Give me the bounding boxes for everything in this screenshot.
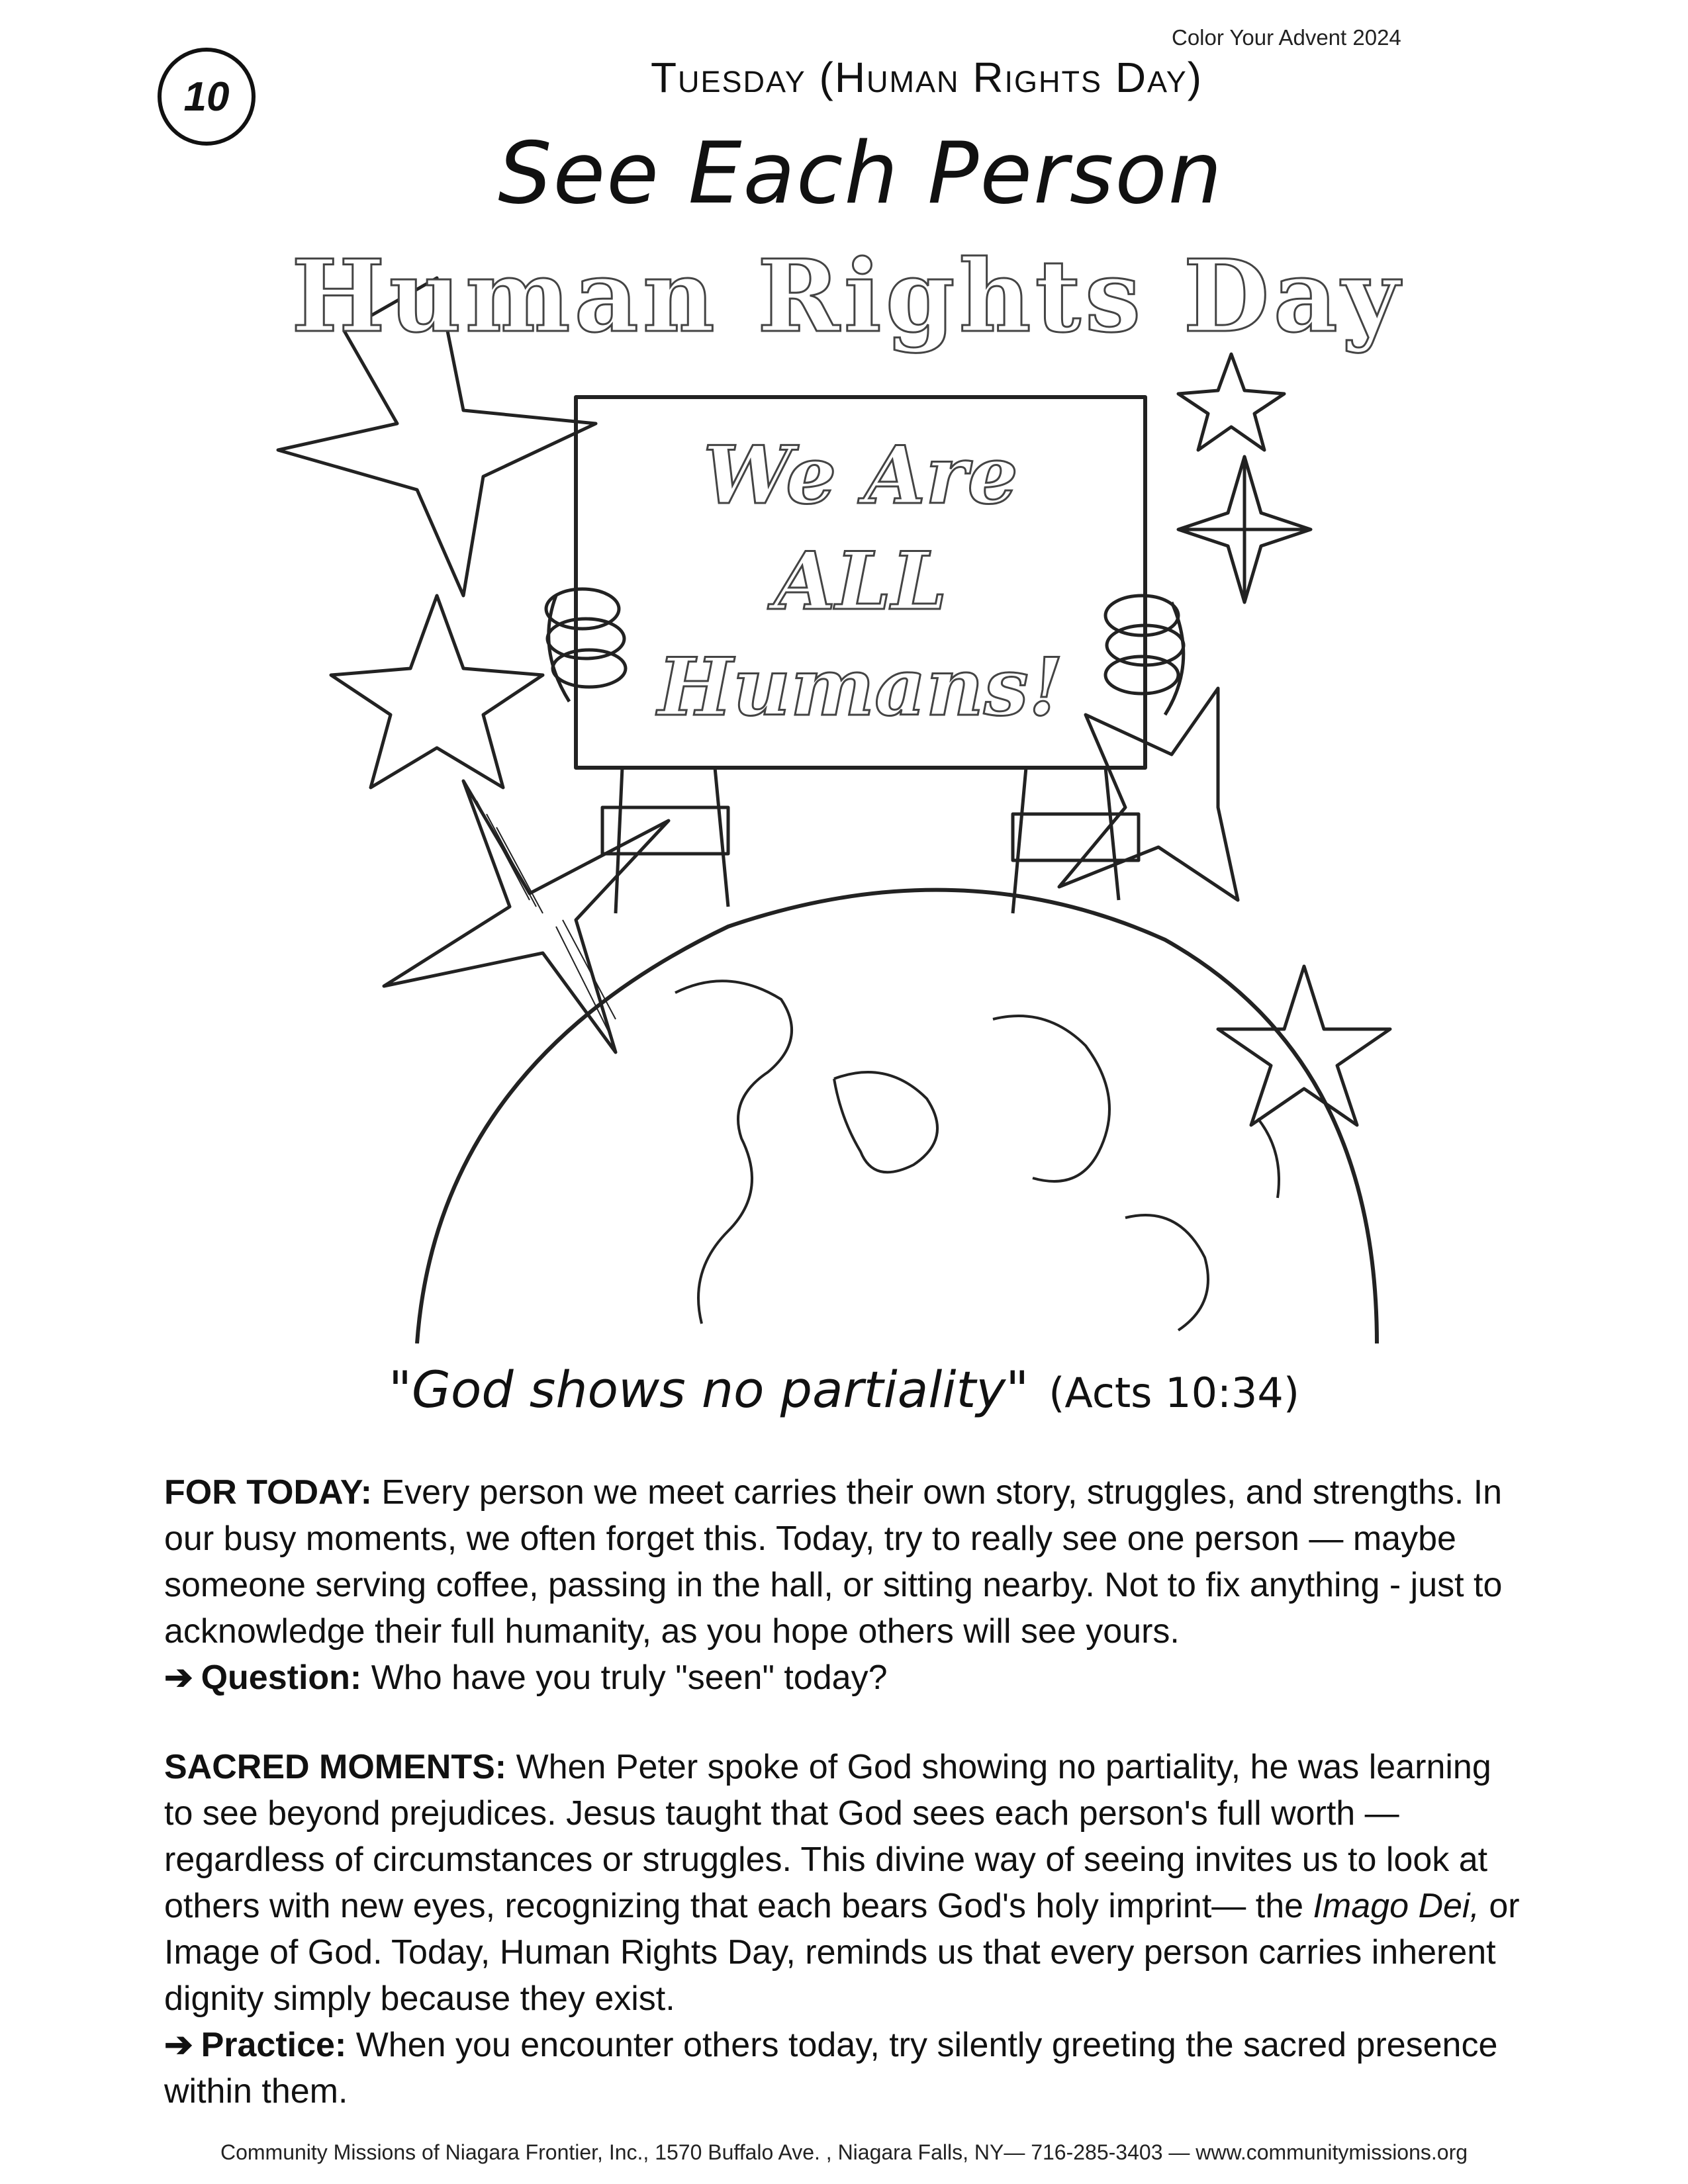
scripture-quote — [199, 1360, 1489, 1419]
right-cuff — [1013, 814, 1139, 860]
star-outline-icon — [331, 596, 543, 788]
practice-text: When you encounter others today, try silently greeting the sacred presence within them. — [164, 2026, 1498, 2111]
footer-contact: Community Missions of Niagara Frontier, Inc., 1570 Buffalo Ave. , Niagara Falls, NY— 716-285-3403 — www.communitymissions.org — [220, 2140, 1468, 2164]
globe-continents — [675, 981, 1279, 1330]
sacred-moments-text-1: When Peter spoke of God showing no partiality, he was learning to see beyond prejudices. Jesus taught that God sees each person's full worth — regardless of circumstances or struggles. This divine way of seeing invites us to look at others with new eyes, recognizing that each bears God's holy imprint— the — [164, 1748, 1491, 1925]
for-today-text: Every person we meet carries their own story, struggles, and strengths. In our busy moments, we often forget this. Today, try to really see one person — maybe someone serving coffee, passing in the hall, or sitting nearby. Not to fix anything - just to acknowledge their full humanity, as you hope others will see yours. — [164, 1473, 1503, 1651]
question-label: Question: — [201, 1659, 362, 1697]
for-today-label: FOR TODAY: — [164, 1473, 372, 1512]
star-outline-icon — [1218, 966, 1390, 1125]
star-outline-icon — [1059, 688, 1238, 900]
sacred-moments-label: SACRED MOMENTS: — [164, 1748, 507, 1786]
page-title: See Each Person — [498, 124, 1223, 223]
sign-line-1: We Are — [703, 429, 1018, 522]
left-hand-icon — [546, 589, 626, 702]
for-today-paragraph — [164, 1469, 1528, 1655]
series-label: Color Your Advent 2024 — [1172, 25, 1401, 50]
globe-icon — [417, 890, 1377, 1343]
for-today-section — [164, 1469, 1528, 1701]
arrow-right-icon: ➔ — [164, 1659, 193, 1697]
question-line — [164, 1655, 1528, 1701]
practice-line — [164, 2022, 1528, 2115]
sign-line-2: ALL — [774, 535, 947, 628]
right-leg — [1013, 768, 1119, 913]
question-text: Who have you truly "seen" today? — [371, 1659, 888, 1697]
day-number: 10 — [183, 73, 230, 120]
star-outline-icon — [1178, 354, 1284, 450]
hatched-star-icon — [384, 781, 669, 1052]
quote-reference: (Acts 10:34) — [1049, 1369, 1300, 1417]
sacred-moments-text-2: or Image of God. Today, Human Rights Day, reminds us that every person carries inherent dignity simply because they exist. — [164, 1887, 1520, 2018]
quote-text: "God shows no partiality" — [388, 1360, 1029, 1419]
arrow-right-icon: ➔ — [164, 2026, 193, 2064]
coloring-illustration — [265, 238, 1430, 1343]
imago-dei: Imago Dei, — [1313, 1887, 1479, 1925]
sign-line-3: Humans! — [657, 641, 1064, 734]
practice-label: Practice: — [201, 2026, 347, 2064]
sacred-moments-paragraph — [164, 1744, 1528, 2022]
day-line: Tuesday (Human Rights Day) — [650, 54, 1203, 101]
day-number-badge — [158, 48, 256, 146]
banner-text: Human Rights Day — [291, 238, 1403, 355]
sacred-moments-section — [164, 1744, 1528, 2115]
